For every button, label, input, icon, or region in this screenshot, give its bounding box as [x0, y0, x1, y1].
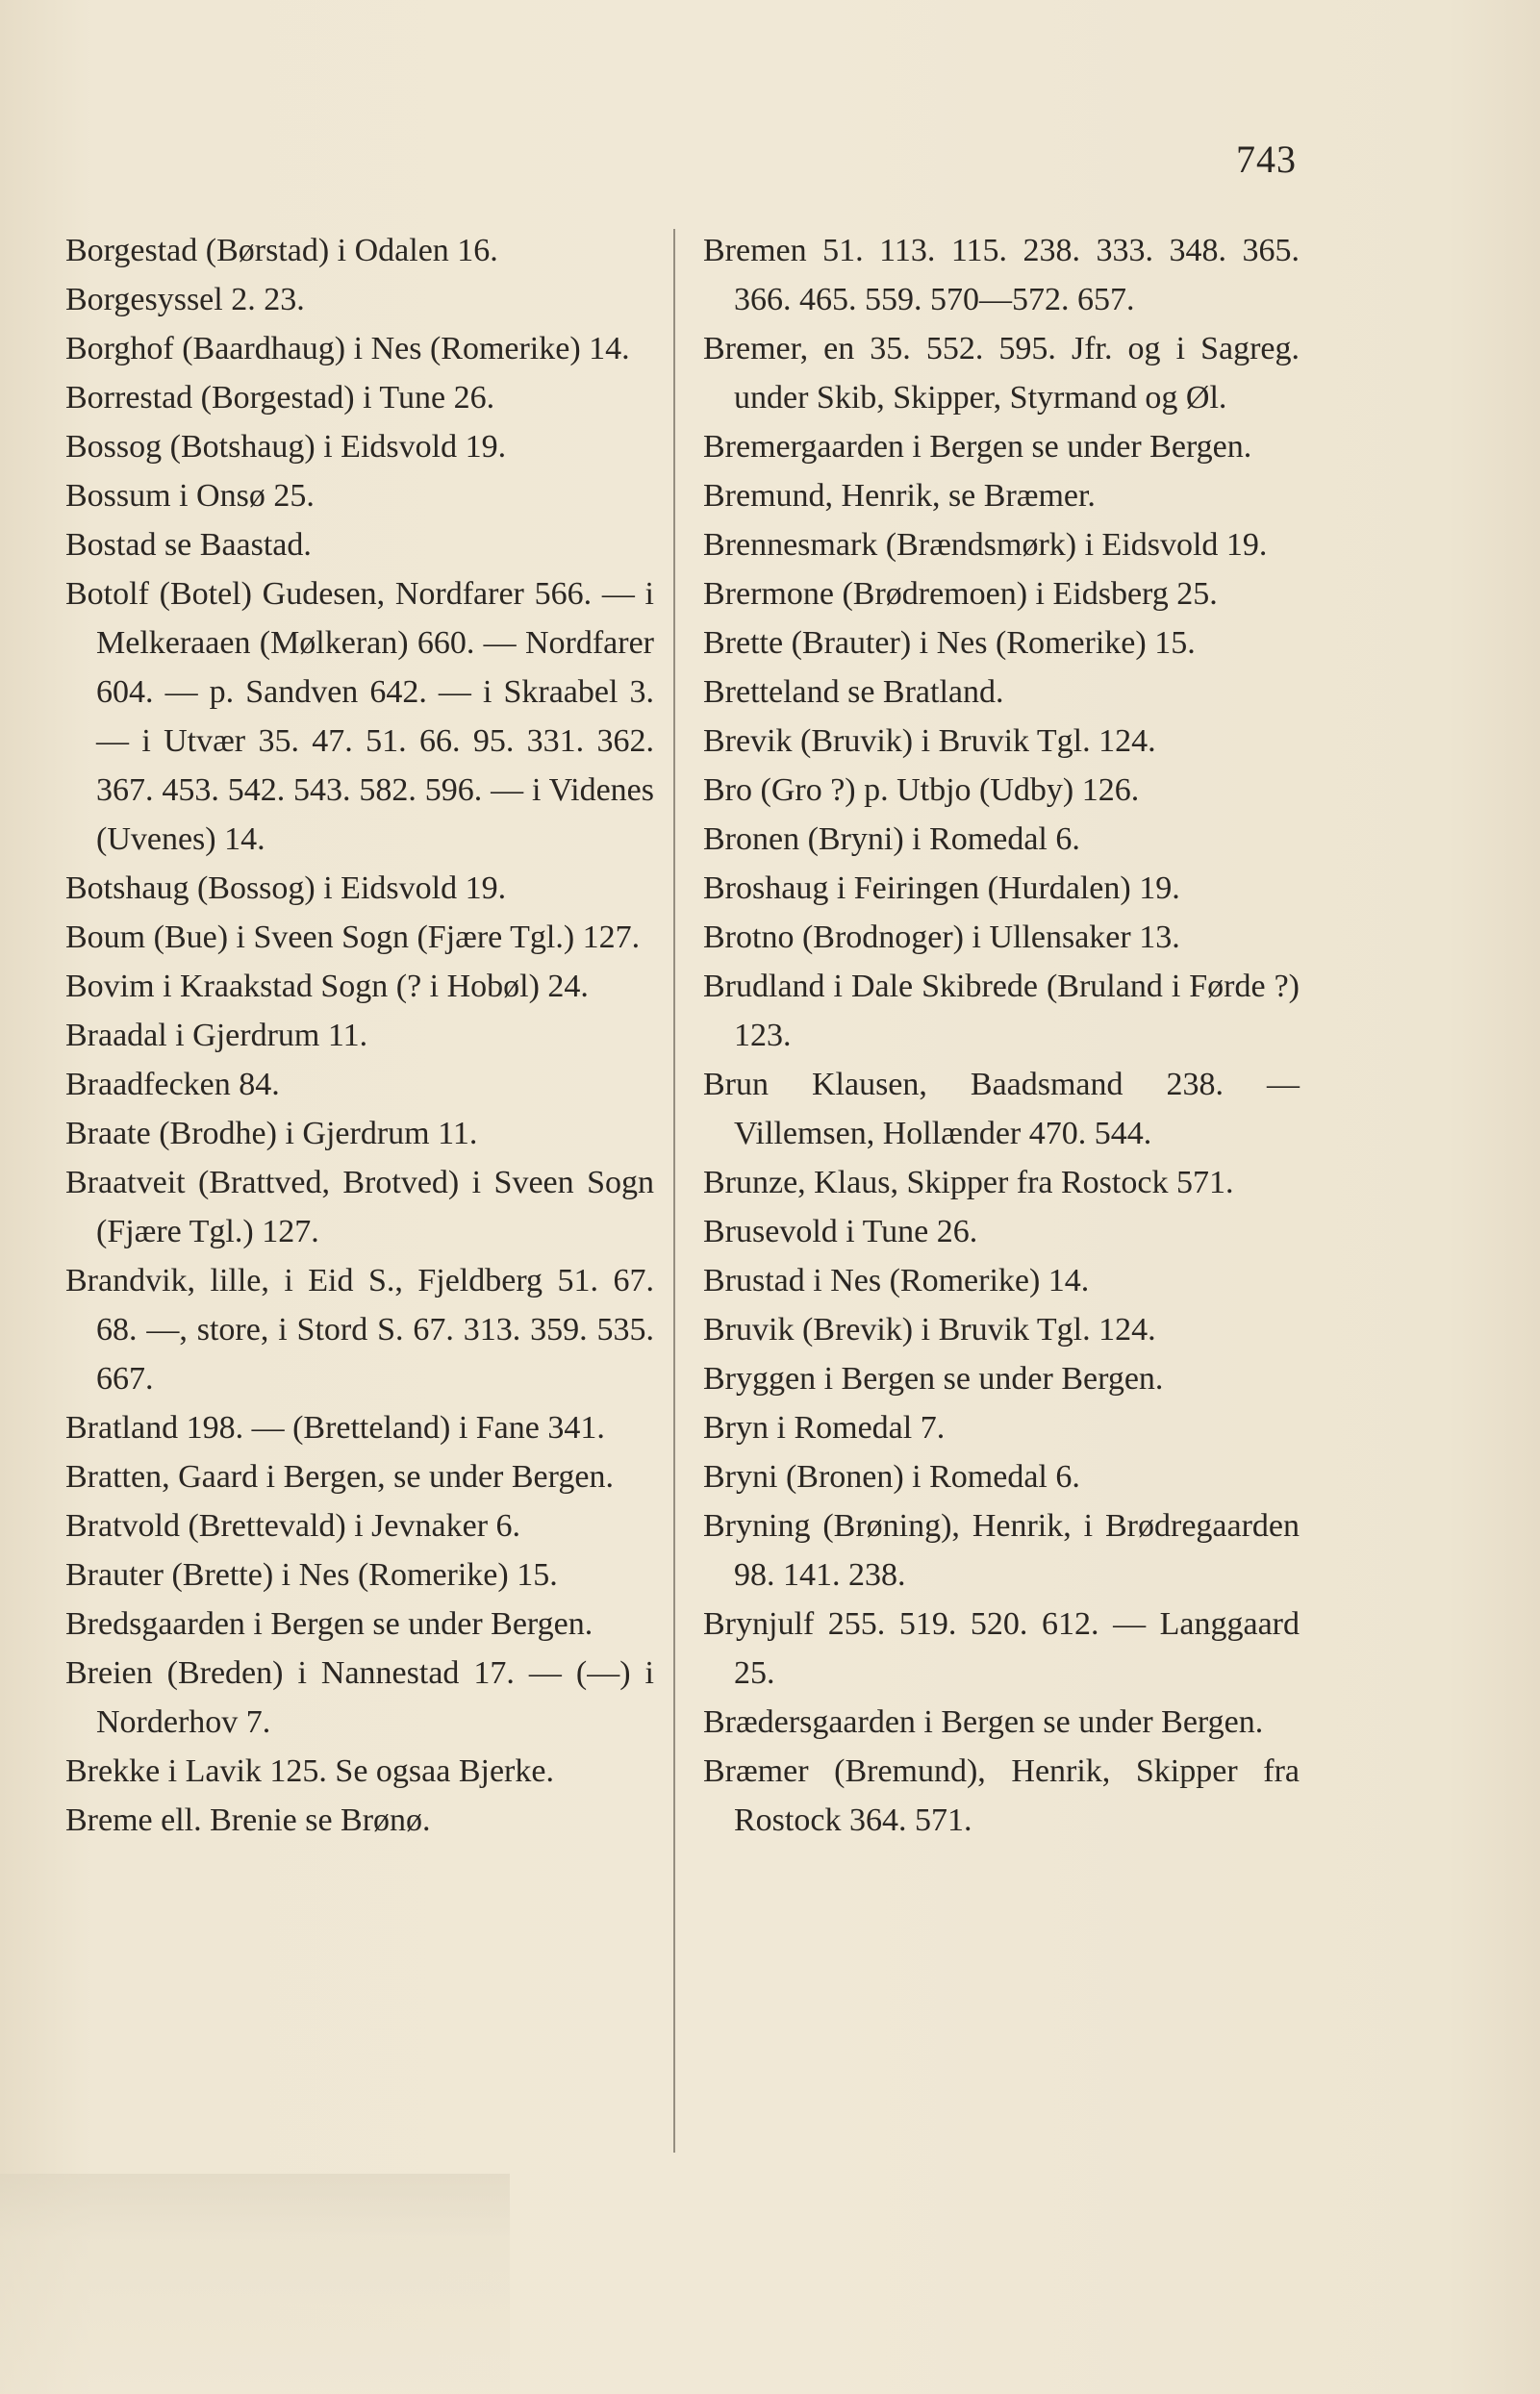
index-entry: Bossog (Botshaug) i Eidsvold 19.: [65, 429, 507, 465]
index-entry: Braatveit (Brattved, Brotved) i Sveen Sogn (Fjære Tgl.) 127.: [65, 1165, 654, 1249]
index-entry: Bremen 51. 113. 115. 238. 333. 348. 365. 366. 465. 559. 570—572. 657.: [703, 233, 1300, 317]
index-entry: Bremer, en 35. 552. 595. Jfr. og i Sagreg. under Skib, Skipper, Styrmand og Øl.: [703, 331, 1300, 416]
index-entry: Brusevold i Tune 26.: [703, 1214, 978, 1249]
index-entry: Broshaug i Feiringen (Hurdalen) 19.: [703, 870, 1180, 906]
index-entry: Brette (Brauter) i Nes (Romerike) 15.: [703, 625, 1196, 661]
index-entry: Brustad i Nes (Romerike) 14.: [703, 1263, 1090, 1298]
index-entry: Bostad se Baastad.: [65, 527, 312, 563]
index-entry: Bremergaarden i Bergen se under Bergen.: [703, 429, 1252, 465]
index-entry: Brekke i Lavik 125. Se ogsaa Bjerke.: [65, 1753, 554, 1789]
index-entry: Braadfecken 84.: [65, 1067, 280, 1102]
index-entry: Bronen (Bryni) i Romedal 6.: [703, 821, 1080, 857]
index-entry: Borgesyssel 2. 23.: [65, 282, 305, 317]
index-entry: Bruvik (Brevik) i Bruvik Tgl. 124.: [703, 1312, 1156, 1348]
index-entry: Brandvik, lille, i Eid S., Fjeldberg 51. 67. 68. —, store, i Stord S. 67. 313. 359. 535. 667.: [65, 1263, 654, 1397]
index-entry: Brædersgaarden i Bergen se under Bergen.: [703, 1704, 1264, 1740]
index-entry: Bratten, Gaard i Bergen, se under Bergen.: [65, 1459, 614, 1495]
index-entry: Breien (Breden) i Nannestad 17. — (—) i Norderhov 7.: [65, 1655, 654, 1740]
index-entry: Bredsgaarden i Bergen se under Bergen.: [65, 1606, 593, 1642]
index-entry: Borgestad (Børstad) i Odalen 16.: [65, 233, 498, 268]
index-entry: Brevik (Bruvik) i Bruvik Tgl. 124.: [703, 723, 1156, 759]
index-entry: Bratland 198. — (Bretteland) i Fane 341.: [65, 1410, 605, 1446]
index-entry: Braadal i Gjerdrum 11.: [65, 1018, 368, 1053]
index-entry: Brun Klausen, Baadsmand 238. — Villemsen, Hollænder 470. 544.: [703, 1067, 1300, 1151]
index-entry: Bovim i Kraakstad Sogn (? i Hobøl) 24.: [65, 969, 589, 1004]
index-entry: Bryni (Bronen) i Romedal 6.: [703, 1459, 1080, 1495]
index-entry: Breme ell. Brenie se Brønø.: [65, 1802, 431, 1838]
index-entry: Bryn i Romedal 7.: [703, 1410, 946, 1446]
column-divider: [673, 229, 675, 2153]
page-number: 743: [1236, 138, 1297, 181]
index-entry: Boum (Bue) i Sveen Sogn (Fjære Tgl.) 127.: [65, 920, 641, 955]
index-entry: Bryning (Brøning), Henrik, i Brødregaarden 98. 141. 238.: [703, 1508, 1300, 1593]
index-entry: Braate (Brodhe) i Gjerdrum 11.: [65, 1116, 478, 1151]
index-entry: Bratvold (Brettevald) i Jevnaker 6.: [65, 1508, 521, 1544]
index-entry: Bretteland se Bratland.: [703, 674, 1004, 710]
index-entry: Borrestad (Borgestad) i Tune 26.: [65, 380, 495, 416]
index-entry: Bryggen i Bergen se under Bergen.: [703, 1361, 1164, 1397]
index-column-right: [703, 226, 1300, 1845]
index-entry: Bremund, Henrik, se Bræmer.: [703, 478, 1096, 514]
index-entry: Brennesmark (Brændsmørk) i Eidsvold 19.: [703, 527, 1268, 563]
index-entry: Bræmer (Bremund), Henrik, Skipper fra Rostock 364. 571.: [703, 1753, 1300, 1838]
index-entry: Brynjulf 255. 519. 520. 612. — Langgaard 25.: [703, 1606, 1300, 1691]
index-entry: Brunze, Klaus, Skipper fra Rostock 571.: [703, 1165, 1234, 1200]
index-entry: Borghof (Baardhaug) i Nes (Romerike) 14.: [65, 331, 630, 366]
page-fold-shadow: [0, 2174, 510, 2394]
index-entry: Bro (Gro ?) p. Utbjo (Udby) 126.: [703, 772, 1140, 808]
index-entry: Bossum i Onsø 25.: [65, 478, 315, 514]
index-entry: Botshaug (Bossog) i Eidsvold 19.: [65, 870, 507, 906]
index-entry: Brauter (Brette) i Nes (Romerike) 15.: [65, 1557, 558, 1593]
index-entry: Brermone (Brødremoen) i Eidsberg 25.: [703, 576, 1218, 612]
index-entry: Brotno (Brodnoger) i Ullensaker 13.: [703, 920, 1180, 955]
index-column-left: [65, 226, 654, 1845]
index-entry: Botolf (Botel) Gudesen, Nordfarer 566. — i Melkeraaen (Mølkeran) 660. — Nordfarer 604. — p. Sandven 642. — i Skraabel 3. — i Utvær 35. 47. 51. 66. 95. 331. 362. 367. 453. 542. 543. 582. 596. — i Videnes (Uvenes) 14.: [65, 576, 654, 857]
index-entry: Brudland i Dale Skibrede (Bruland i Førde ?) 123.: [703, 969, 1300, 1053]
